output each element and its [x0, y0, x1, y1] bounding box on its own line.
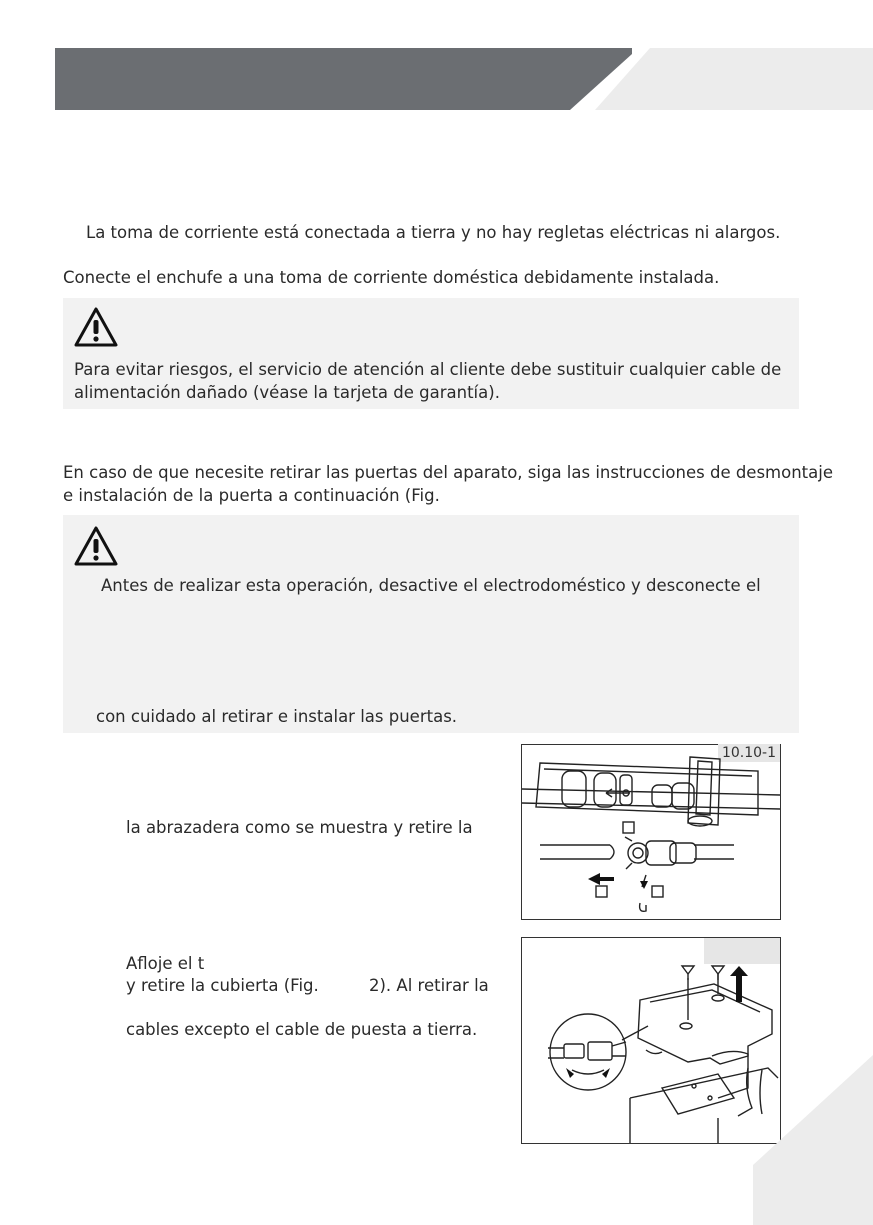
step-2-line-3: cables excepto el cable de puesta a tierra.	[126, 1020, 478, 1039]
warning-box-2	[63, 515, 799, 733]
figure-hose-clamp	[521, 744, 781, 920]
hose-coupling-illustration	[522, 745, 780, 919]
step-2-line-1: Afloje el t	[126, 954, 205, 973]
header-accent	[590, 48, 873, 110]
warning-2-line-2: con cuidado al retirar e instalar las puertas.	[96, 707, 458, 726]
warning-triangle-icon	[73, 525, 119, 567]
header-bar	[0, 48, 640, 110]
ground-check-text: La toma de corriente está conectada a tierra y no hay regletas eléctricas ni alargos.	[86, 223, 781, 242]
connect-plug-text: Conecte el enchufe a una toma de corriente doméstica debidamente instalada.	[63, 268, 720, 287]
figure-label: 10.10-1	[718, 744, 780, 762]
hinge-cover-illustration	[522, 938, 780, 1143]
door-intro-line-1: En caso de que necesite retirar las puertas del aparato, siga las instrucciones de desmontaje	[63, 463, 833, 482]
warning-1-line-1: Para evitar riesgos, el servicio de atención al cliente debe sustituir cualquier cable de	[74, 360, 782, 379]
warning-box-1	[63, 298, 799, 409]
figure-hinge-cover	[521, 937, 781, 1144]
step-2-line-2b: 2). Al retirar la	[369, 976, 489, 995]
warning-triangle-icon	[73, 306, 119, 348]
step-2-line-2a: y retire la cubierta (Fig.	[126, 976, 319, 995]
step-1-text: la abrazadera como se muestra y retire la	[126, 818, 473, 837]
corner-decoration	[753, 1055, 873, 1225]
warning-2-line-1: Antes de realizar esta operación, desactive el electrodoméstico y desconecte el	[101, 576, 761, 595]
door-intro-line-2: e instalación de la puerta a continuación (Fig.	[63, 486, 440, 505]
warning-1-line-2: alimentación dañado (véase la tarjeta de garantía).	[74, 383, 500, 402]
